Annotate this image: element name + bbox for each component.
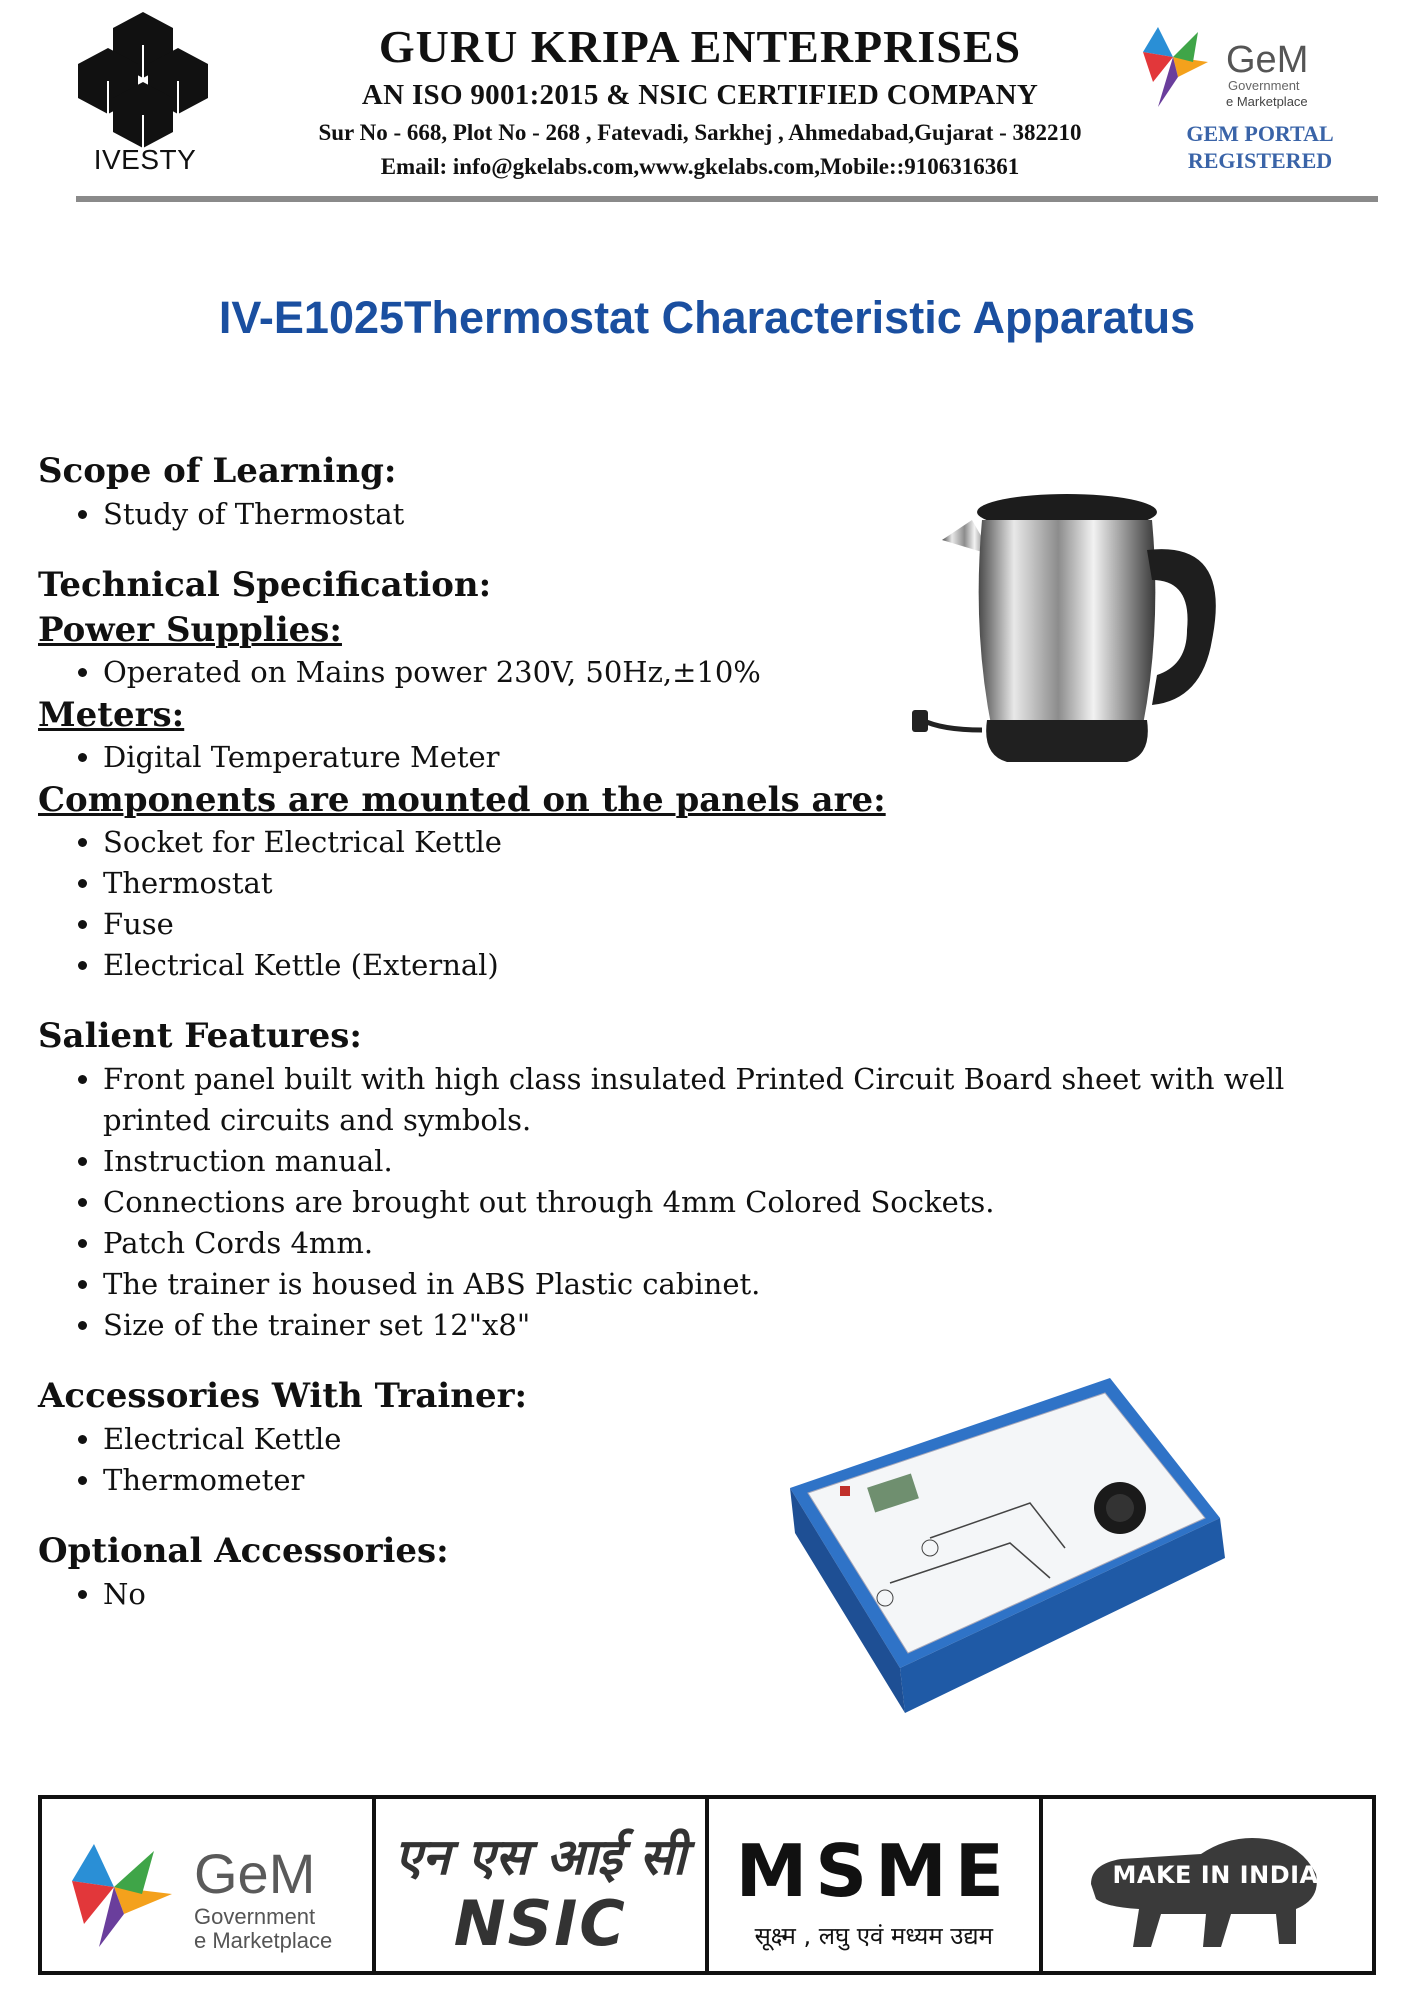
power-supplies-heading: Power Supplies: bbox=[38, 610, 342, 650]
company-name: GURU KRIPA ENTERPRISES bbox=[378, 21, 1022, 72]
nsic-hindi-text: एन एस आई सी bbox=[394, 1828, 686, 1886]
footer-make-in-india-cell bbox=[1043, 1799, 1373, 1971]
page-title: IV-E1025Thermostat Characteristic Apparatus bbox=[218, 292, 1196, 343]
footer-gem-word: GeM bbox=[194, 1842, 316, 1905]
certification-footer bbox=[38, 1795, 1376, 1975]
footer-nsic-cell bbox=[376, 1799, 710, 1971]
company-contact: Email: info@gkelabs.com,www.gkelabs.com,Mobile::9106316361 bbox=[380, 154, 1020, 179]
ivesty-logo-text: IVESTY bbox=[93, 144, 197, 175]
list-item: • Instruction manual. bbox=[103, 1141, 1378, 1182]
make-in-india-text: MAKE IN INDIA bbox=[1112, 1861, 1319, 1889]
optional-heading: Optional Accessories: bbox=[38, 1531, 449, 1571]
list-item: • Electrical Kettle (External) bbox=[103, 945, 1378, 986]
salient-list bbox=[38, 1059, 1378, 1346]
list-item: • Study of Thermostat bbox=[103, 494, 1378, 535]
company-block bbox=[260, 20, 1140, 180]
footer-gem-line1: Government bbox=[194, 1904, 316, 1929]
list-item: • Operated on Mains power 230V, 50Hz,±10% bbox=[103, 652, 1378, 693]
list-item: • Front panel built with high class insulated Printed Circuit Board sheet with well printed circuits and symbols. bbox=[103, 1059, 1378, 1141]
list-item: • Thermostat bbox=[103, 863, 1378, 904]
gem-star-icon bbox=[64, 1839, 182, 1949]
gem-portal-registered bbox=[1165, 120, 1355, 174]
list-item: • No bbox=[103, 1574, 1378, 1615]
electric-kettle-image bbox=[912, 480, 1242, 780]
gem-logo-icon bbox=[1138, 22, 1338, 112]
list-item: • Size of the trainer set 12"x8" bbox=[103, 1305, 1378, 1346]
footer-msme-cell bbox=[709, 1799, 1043, 1971]
gem-logo-word: GeM bbox=[1226, 39, 1309, 81]
nsic-logo-text: NSIC bbox=[453, 1887, 627, 1960]
list-item: • The trainer is housed in ABS Plastic cabinet. bbox=[103, 1264, 1378, 1305]
lion-icon bbox=[1081, 1829, 1331, 1954]
technical-heading: Technical Specification: bbox=[38, 565, 492, 605]
components-list bbox=[38, 822, 1378, 986]
list-item: • Patch Cords 4mm. bbox=[103, 1223, 1378, 1264]
scope-heading: Scope of Learning: bbox=[38, 451, 397, 491]
footer-gem-cell bbox=[42, 1799, 376, 1971]
footer-gem-line2: e Marketplace bbox=[194, 1928, 333, 1953]
salient-heading: Salient Features: bbox=[38, 1016, 362, 1056]
gem-registered-line2: REGISTERED bbox=[1187, 148, 1333, 173]
company-address: Sur No - 668, Plot No - 268 , Fatevadi, Sarkhej , Ahmedabad,Gujarat - 382210 bbox=[318, 120, 1082, 145]
gem-logo-line1: Government bbox=[1228, 78, 1300, 93]
list-item: • Digital Temperature Meter bbox=[103, 737, 1378, 778]
letterhead bbox=[0, 0, 1414, 210]
company-certification: AN ISO 9001:2015 & NSIC CERTIFIED COMPANY bbox=[361, 79, 1039, 111]
header-divider bbox=[76, 196, 1378, 202]
msme-logo-text: MSME bbox=[735, 1829, 1012, 1913]
accessories-heading: Accessories With Trainer: bbox=[38, 1376, 528, 1416]
list-item: • Socket for Electrical Kettle bbox=[103, 822, 1378, 863]
msme-hindi-text: सूक्ष्म , लघु एवं मध्यम उद्यम bbox=[754, 1922, 993, 1950]
footer-gem-subtitle bbox=[194, 1905, 332, 1953]
list-item: • Connections are brought out through 4mm Colored Sockets. bbox=[103, 1182, 1378, 1223]
gem-logo-line2: e Marketplace bbox=[1226, 94, 1308, 109]
components-heading: Components are mounted on the panels are: bbox=[38, 780, 886, 820]
list-item: • Fuse bbox=[103, 904, 1378, 945]
list-item: • Electrical Kettle bbox=[103, 1419, 1378, 1460]
list-item: • Thermometer bbox=[103, 1460, 1378, 1501]
gem-registered-line1: GEM PORTAL bbox=[1186, 121, 1334, 146]
meters-heading: Meters: bbox=[38, 695, 185, 735]
trainer-apparatus-image bbox=[780, 1368, 1230, 1718]
